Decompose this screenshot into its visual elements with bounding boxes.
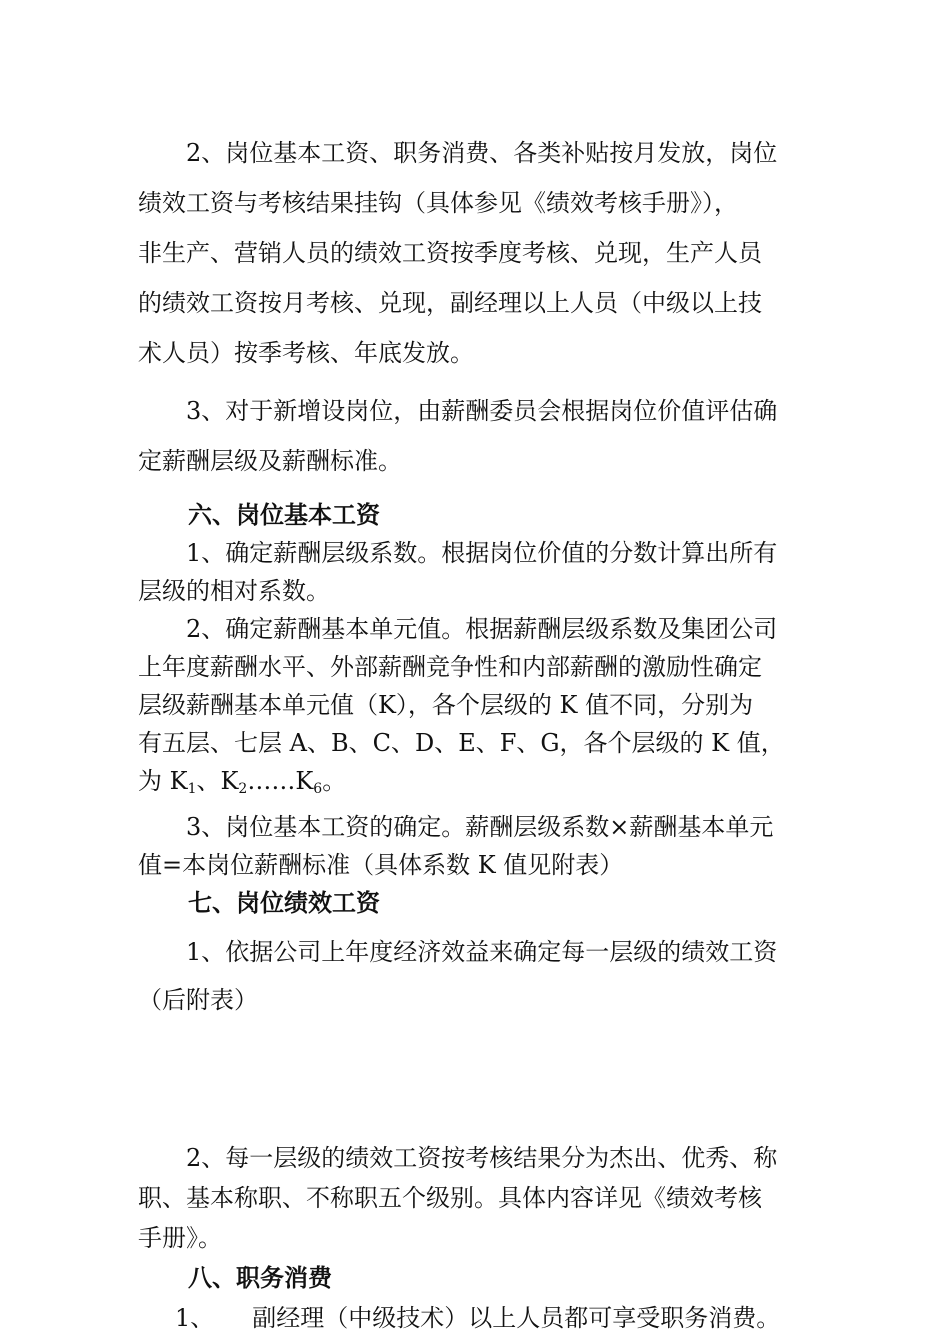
paragraph-new-positions: [138, 386, 818, 486]
text-line: 值=本岗位薪酬标准（具体系数 K 值见附表）: [138, 851, 624, 879]
text-line: 2、确定薪酬基本单元值。根据薪酬层级系数及集团公司: [186, 615, 778, 643]
text-line: （后附表）: [138, 986, 258, 1014]
list-number: 1、: [175, 1304, 215, 1332]
text-line: 的绩效工资按月考核、兑现，副经理以上人员（中级以上技: [138, 289, 762, 317]
text-line: 1、确定薪酬层级系数。根据岗位价值的分数计算出所有: [186, 539, 778, 567]
section-basic-salary: [138, 496, 818, 922]
text-line: 职、基本称职、不称职五个级别。具体内容详见《绩效考核: [138, 1184, 762, 1212]
text-line: 绩效工资与考核结果挂钩（具体参见《绩效考核手册》），: [138, 189, 738, 217]
section-performance-pay: [138, 928, 818, 1024]
text-line: 3、对于新增设岗位，由薪酬委员会根据岗位价值评估确: [186, 397, 778, 425]
list-item: [138, 1298, 818, 1338]
section-performance-levels: [138, 1138, 818, 1338]
k-values-line: 为 $K_1$、$K_2\dots\dots K_6$。: [138, 767, 347, 797]
text-line: 术人员）按季考核、年底发放。: [138, 339, 474, 367]
section-heading: 八、职务消费: [188, 1264, 332, 1292]
text-line: 有五层、七层 A、B、C、D、E、F、G，各个层级的 K 值，: [138, 729, 785, 757]
text-line: 层级薪酬基本单元值（K），各个层级的 K 值不同，分别为: [138, 691, 754, 719]
text-line: 2、岗位基本工资、职务消费、各类补贴按月发放，岗位: [186, 139, 778, 167]
section-heading: 七、岗位绩效工资: [188, 889, 380, 917]
text-line: 上年度薪酬水平、外部薪酬竞争性和内部薪酬的激励性确定: [138, 653, 762, 681]
text-line: 2、每一层级的绩效工资按考核结果分为杰出、优秀、称: [186, 1144, 778, 1172]
text-line: 1、依据公司上年度经济效益来确定每一层级的绩效工资: [186, 938, 778, 966]
text-line: 非生产、营销人员的绩效工资按季度考核、兑现，生产人员: [138, 239, 762, 267]
section-heading: 六、岗位基本工资: [188, 501, 380, 529]
text-line: 层级的相对系数。: [138, 577, 330, 605]
text-line: 手册》。: [138, 1224, 222, 1252]
text-line: 定薪酬层级及薪酬标准。: [138, 447, 402, 475]
list-text: 副经理（中级技术）以上人员都可享受职务消费。: [252, 1304, 781, 1332]
text-line: 3、岗位基本工资的确定。薪酬层级系数×薪酬基本单元: [186, 813, 774, 841]
paragraph-pay-schedule: [138, 128, 818, 378]
